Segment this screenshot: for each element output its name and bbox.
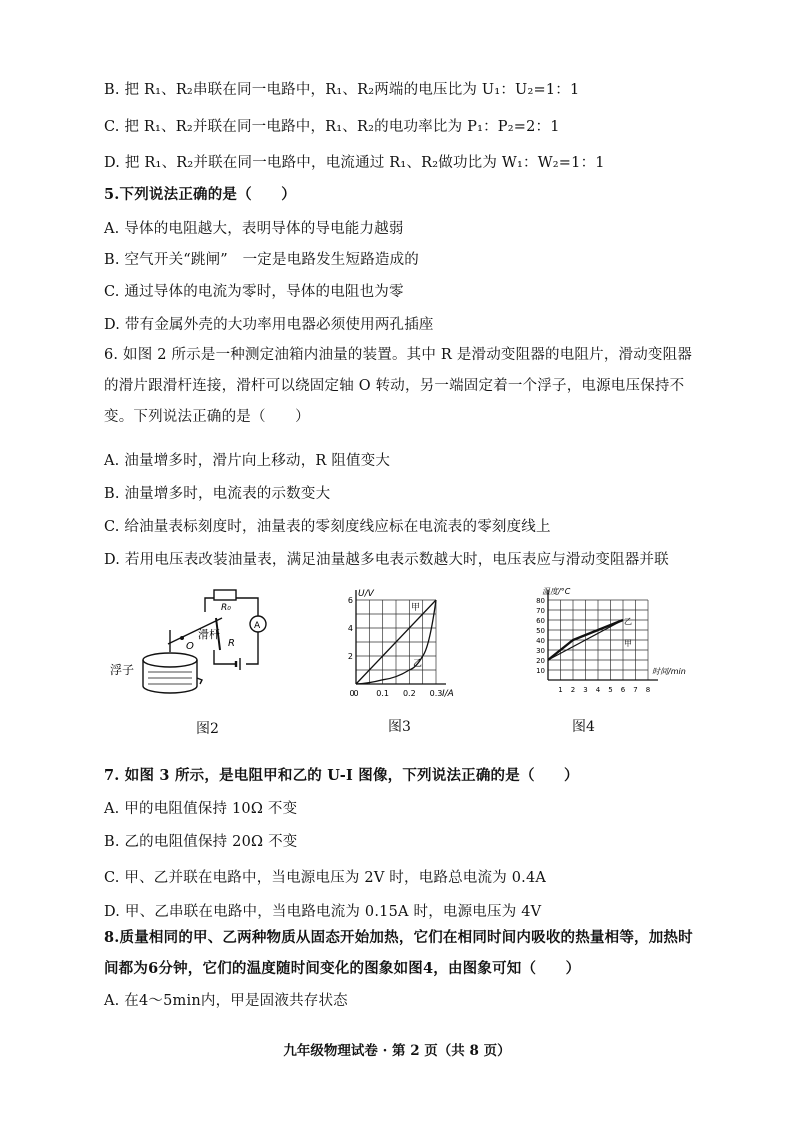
q7-option-a: A. 甲的电阻值保持 10Ω 不变 xyxy=(104,801,298,817)
series-label-2: 甲 xyxy=(624,639,632,648)
y-axis-label: 温度/°C xyxy=(542,587,571,596)
q7-option-d: D. 甲、乙串联在电路中，当电路电流为 0.15A 时，电源电压为 4V xyxy=(104,904,542,920)
q5-option-a: A. 导体的电阻越大，表明导体的导电能力越弱 xyxy=(104,221,404,237)
q8-option-a: A. 在4～5min内，甲是固液共存状态 xyxy=(104,993,348,1009)
label-r0: R₀ xyxy=(221,603,231,613)
q6-option-b: B. 油量增多时，电流表的示数变大 xyxy=(104,486,331,502)
x-axis-label: I/A xyxy=(442,689,454,699)
q6-option-d: D. 若用电压表改装油量表，满足油量越多电表示数越大时，电压表应与滑动变阻器并联 xyxy=(104,552,669,568)
q6-stem: 6. 如图 2 所示是一种测定油箱内油量的装置。其中 R 是滑动变阻器的电阻片，滑动变阻器的滑片跟滑杆连接，滑杆可以绕固定轴 O 转动，另一端固定着一个浮子，电源电压保持不变。下列说法正确的是（ ） xyxy=(104,347,693,425)
y-tick-label: 4 xyxy=(347,624,353,633)
x-tick-label: 0 xyxy=(353,689,359,698)
y-tick-label: 30 xyxy=(536,647,545,655)
y-tick-label: 80 xyxy=(536,597,545,605)
q7-option-c: C. 甲、乙并联在电路中，当电源电压为 2V 时，电路总电流为 0.4A xyxy=(104,870,547,886)
q5-option-b: B. 空气开关“跳闸” 一定是电路发生短路造成的 xyxy=(104,252,419,268)
x-tick-label: 5 xyxy=(608,686,613,694)
x-tick-label: 4 xyxy=(595,686,601,694)
y-tick-label: 50 xyxy=(536,627,545,635)
x-tick-label: 0.3 xyxy=(429,689,443,698)
tank-spout xyxy=(197,678,202,684)
series-label-1: 乙 xyxy=(624,617,632,626)
q5-stem: 5.下列说法正确的是（ ） xyxy=(104,186,296,203)
figure-2-circuit xyxy=(110,588,290,708)
float-top xyxy=(143,653,197,667)
y-tick-label: 40 xyxy=(536,637,545,645)
label-ammeter: A xyxy=(254,621,261,631)
origin-label: 0 xyxy=(349,689,355,698)
figure-3-ui-chart xyxy=(340,586,470,706)
oil-lines xyxy=(148,672,192,684)
y-tick-label: 10 xyxy=(536,667,545,675)
q7-stem: 7. 如图 3 所示，是电阻甲和乙的 U-I 图像，下列说法正确的是（ ） xyxy=(104,767,579,784)
x-tick-label: 0.1 xyxy=(376,689,390,698)
x-tick-label: 1 xyxy=(558,686,563,694)
resistor-r0 xyxy=(214,590,236,600)
pivot-o xyxy=(180,636,184,640)
y-tick-label: 60 xyxy=(536,617,545,625)
q6-option-c: C. 给油量表标刻度时，油量表的零刻度线应标在电流表的零刻度线上 xyxy=(104,519,551,535)
x-tick-label: 2 xyxy=(570,686,576,694)
q4-option-b: B. 把 R₁、R₂串联在同一电路中，R₁、R₂两端的电压比为 U₁：U₂=1：1 xyxy=(104,82,580,98)
label-float: 浮子 xyxy=(110,663,135,677)
figure-4-caption: 图4 xyxy=(572,719,595,735)
wire-top xyxy=(205,598,258,616)
y-tick-label: 70 xyxy=(536,607,545,615)
q7-option-b: B. 乙的电阻值保持 20Ω 不变 xyxy=(104,834,298,850)
y-axis-label: U/V xyxy=(358,589,374,599)
y-tick-label: 6 xyxy=(347,596,353,605)
x-axis-label: 时间/min xyxy=(652,667,686,676)
label-r: R xyxy=(228,638,235,649)
x-tick-label: 3 xyxy=(583,686,588,694)
series-label-2: 乙 xyxy=(413,659,423,669)
y-tick-label: 2 xyxy=(347,652,353,661)
q4-option-c: C. 把 R₁、R₂并联在同一电路中，R₁、R₂的电功率比为 P₁：P₂=2：1 xyxy=(104,119,560,135)
y-tick-label: 20 xyxy=(536,657,545,665)
page-footer: 九年级物理试卷 · 第 2 页（共 8 页） xyxy=(283,1043,511,1059)
wire-bottom xyxy=(214,650,236,664)
figure-3-caption: 图3 xyxy=(388,719,411,735)
figure-2-caption: 图2 xyxy=(196,721,219,737)
label-o: O xyxy=(186,641,194,652)
wire-right xyxy=(246,632,258,664)
x-tick-label: 0.2 xyxy=(402,689,416,698)
q4-option-d: D. 把 R₁、R₂并联在同一电路中，电流通过 R₁、R₂做功比为 W₁：W₂=1：1 xyxy=(104,155,605,171)
x-tick-label: 7 xyxy=(633,686,638,694)
figure-4-temperature-chart xyxy=(520,584,700,708)
q5-option-d: D. 带有金属外壳的大功率用电器必须使用两孔插座 xyxy=(104,317,434,333)
x-tick-label: 8 xyxy=(645,686,651,694)
series-label-1: 甲 xyxy=(411,603,421,613)
label-slider: 滑杆 xyxy=(198,628,220,641)
q8-stem: 8.质量相同的甲、乙两种物质从固态开始加热，它们在相同时间内吸收的热量相等，加热时间都为6分钟，它们的温度随时间变化的图象如图4，由图象可知（ ） xyxy=(104,929,693,977)
x-tick-label: 6 xyxy=(620,686,626,694)
q5-option-c: C. 通过导体的电流为零时，导体的电阻也为零 xyxy=(104,284,404,300)
q6-option-a: A. 油量增多时，滑片向上移动，R 阻值变大 xyxy=(104,453,391,469)
